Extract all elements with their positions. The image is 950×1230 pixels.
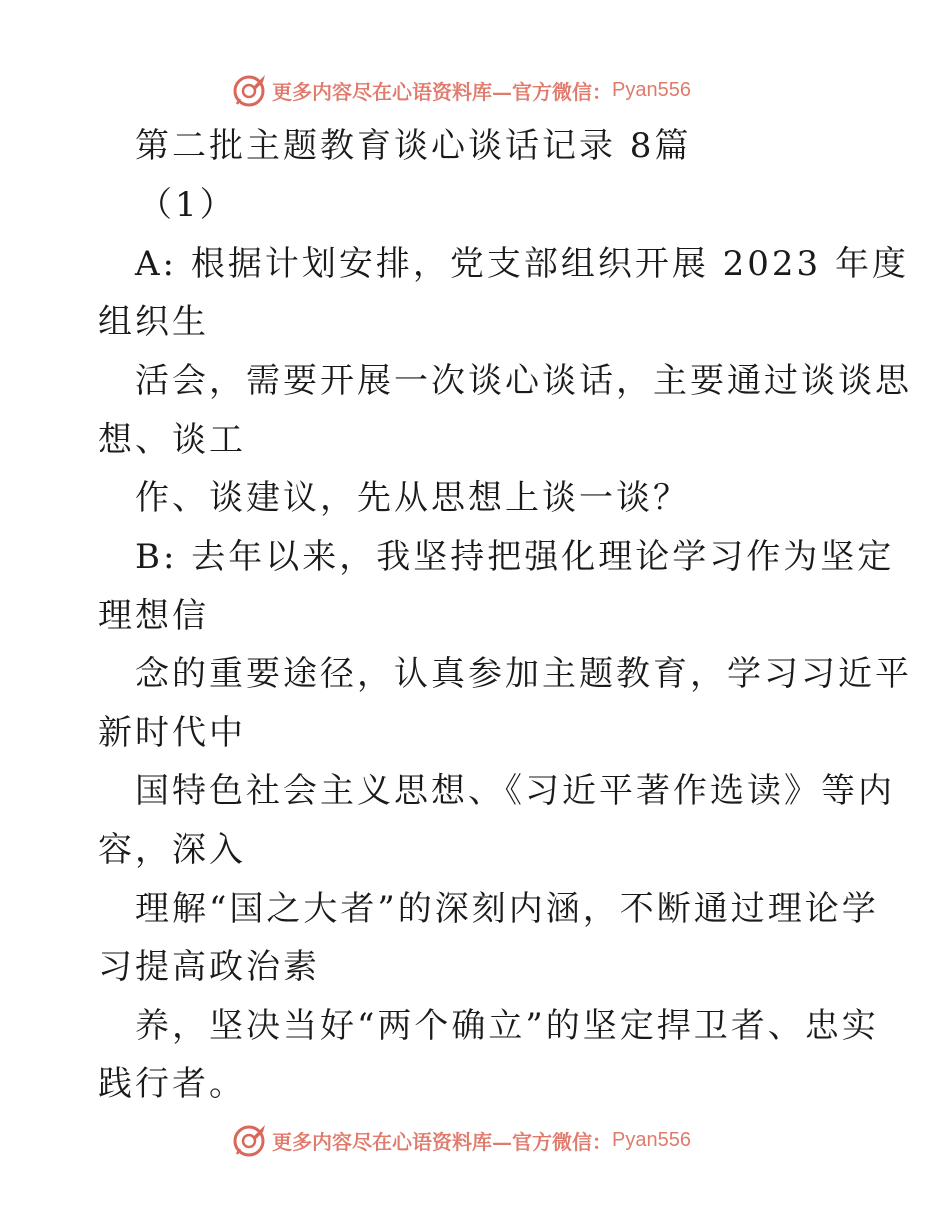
watermark-banner-bottom (232, 1121, 691, 1159)
paragraph-line: 想、谈工 (98, 420, 246, 460)
paragraph-line: 践行者。 (98, 1064, 246, 1104)
paragraph-line: 容，深入 (98, 830, 246, 870)
paragraph-line: 念的重要途径，认真参加主题教育，学习习近平 (135, 654, 912, 694)
document-title: 第二批主题教育谈心谈话记录 8篇 (135, 126, 692, 166)
paragraph-line: A: 根据计划安排，党支部组织开展 2023 年度 (135, 244, 909, 284)
quill-logo-icon (232, 1122, 268, 1158)
paragraph-line: 新时代中 (98, 713, 246, 753)
paragraph-line: B: 去年以来，我坚持把强化理论学习作为坚定 (135, 537, 895, 577)
watermark-wechat-id: Pyan556 (612, 1128, 691, 1151)
paragraph-line: 组织生 (98, 302, 209, 342)
watermark-wechat-id: Pyan556 (612, 78, 691, 101)
paragraph-line: 国特色社会主义思想、《习近平著作选读》等内 (135, 771, 895, 811)
paragraph-line: 养，坚决当好“两个确立”的坚定捍卫者、忠实 (135, 1006, 879, 1046)
section-number: （1） (138, 185, 237, 225)
quill-logo-icon (232, 72, 268, 108)
watermark-banner-top (232, 71, 691, 109)
watermark-text: 更多内容尽在心语资料库—官方微信： (272, 1129, 612, 1154)
paragraph-line: 作、谈建议，先从思想上谈一谈？ (135, 478, 690, 518)
watermark-text: 更多内容尽在心语资料库—官方微信： (272, 79, 612, 104)
paragraph-line: 理解“国之大者”的深刻内涵，不断通过理论学 (135, 889, 879, 929)
paragraph-line: 活会，需要开展一次谈心谈话，主要通过谈谈思 (135, 361, 912, 401)
paragraph-line: 习提高政治素 (98, 947, 320, 987)
paragraph-line: 理想信 (98, 596, 209, 636)
